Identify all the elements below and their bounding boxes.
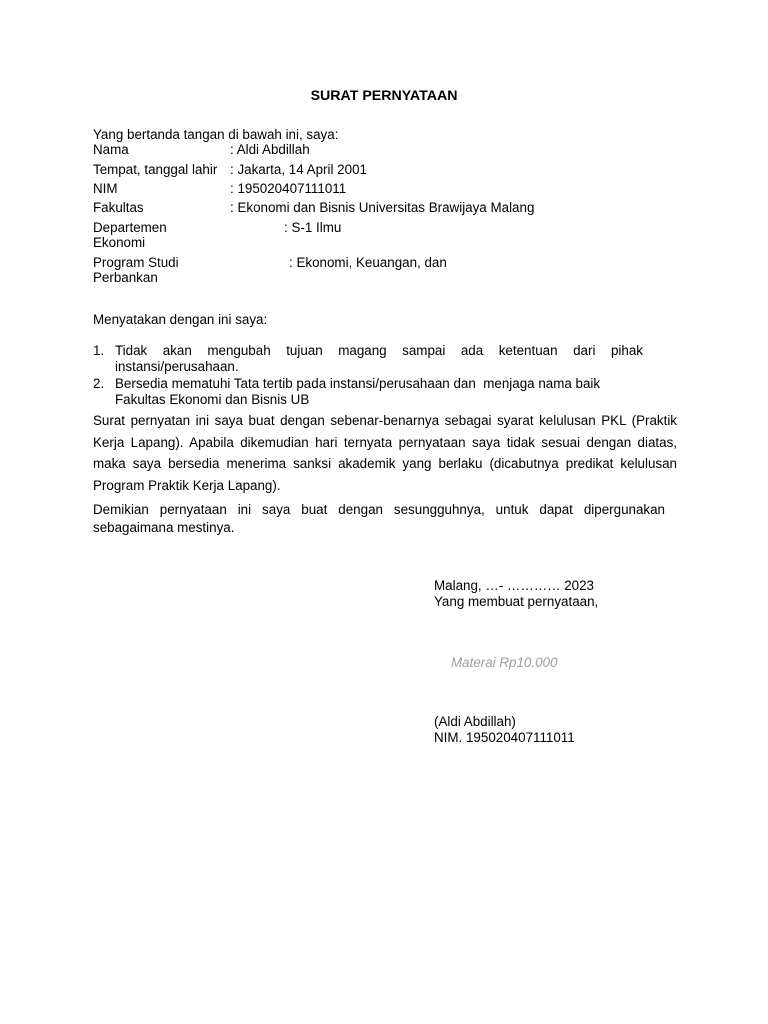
list-number: 1. <box>93 343 105 358</box>
field-value: : Aldi Abdillah <box>230 142 310 157</box>
list-line: instansi/perusahaan. <box>115 359 239 375</box>
field-label: Fakultas <box>93 200 144 215</box>
field-nama <box>93 142 310 158</box>
declaration-list <box>93 343 643 408</box>
signature-name: (Aldi Abdillah) <box>434 714 516 729</box>
field-departemen-wrap: Ekonomi <box>93 235 146 250</box>
field-nim <box>93 181 346 197</box>
field-value: : 195020407111011 <box>230 181 347 196</box>
list-item <box>93 376 643 408</box>
closing-paragraph: Demikian pernyataan ini saya buat dengan sesungguhnya, untuk dapat dipergunakan sebagaimana mestinya. <box>93 502 665 535</box>
field-value: : Ekonomi dan Bisnis Universitas Brawijaya Malang <box>230 200 535 215</box>
statement-paragraph: Surat pernyatan ini saya buat dengan sebenar-benarnya sebagai syarat kelulusan PKL (Praktik Kerja Lapang). Apabila dikemudian hari ternyata pernyataan saya tidak sesuai dengan diatas, maka saya bersedia menerima sanksi akademik yang berlaku (dicabutnya predikat kelulusan Program Praktik Kerja Lapang). <box>93 413 677 493</box>
list-line: Bersedia mematuhi Tata tertib pada instansi/perusahaan dan menjaga nama baik <box>115 376 601 392</box>
signature-maker: Yang membuat pernyataan, <box>434 594 599 609</box>
field-prodi-wrap: Perbankan <box>93 270 158 285</box>
field-departemen-label: Departemen <box>93 220 167 235</box>
field-label: Nama <box>93 142 129 157</box>
field-label: Tempat, tanggal lahir <box>93 162 218 177</box>
field-value: : Jakarta, 14 April 2001 <box>230 162 367 177</box>
intro-text: Yang bertanda tangan di bawah ini, saya: <box>93 127 339 142</box>
declare-intro: Menyatakan dengan ini saya: <box>93 312 268 327</box>
materai-stamp-placeholder: Materai Rp10.000 <box>451 655 558 670</box>
field-fakultas <box>93 200 534 216</box>
field-label: NIM <box>93 181 118 196</box>
list-line: Fakultas Ekonomi dan Bisnis UB <box>115 392 310 408</box>
list-item <box>93 343 643 375</box>
field-ttl <box>93 162 367 178</box>
field-prodi-label: Program Studi <box>93 255 179 270</box>
signature-nim: NIM. 195020407111011 <box>434 730 575 745</box>
list-line: Tidak akan mengubah tujuan magang sampai ada ketentuan dari pihak <box>115 343 643 358</box>
list-number: 2. <box>93 376 105 392</box>
signature-place-date: Malang, …- ………… 2023 <box>434 578 595 593</box>
field-prodi-value: : Ekonomi, Keuangan, dan <box>289 255 447 270</box>
field-departemen-value: : S-1 Ilmu <box>284 220 342 235</box>
document-title: SURAT PERNYATAAN <box>310 88 458 104</box>
